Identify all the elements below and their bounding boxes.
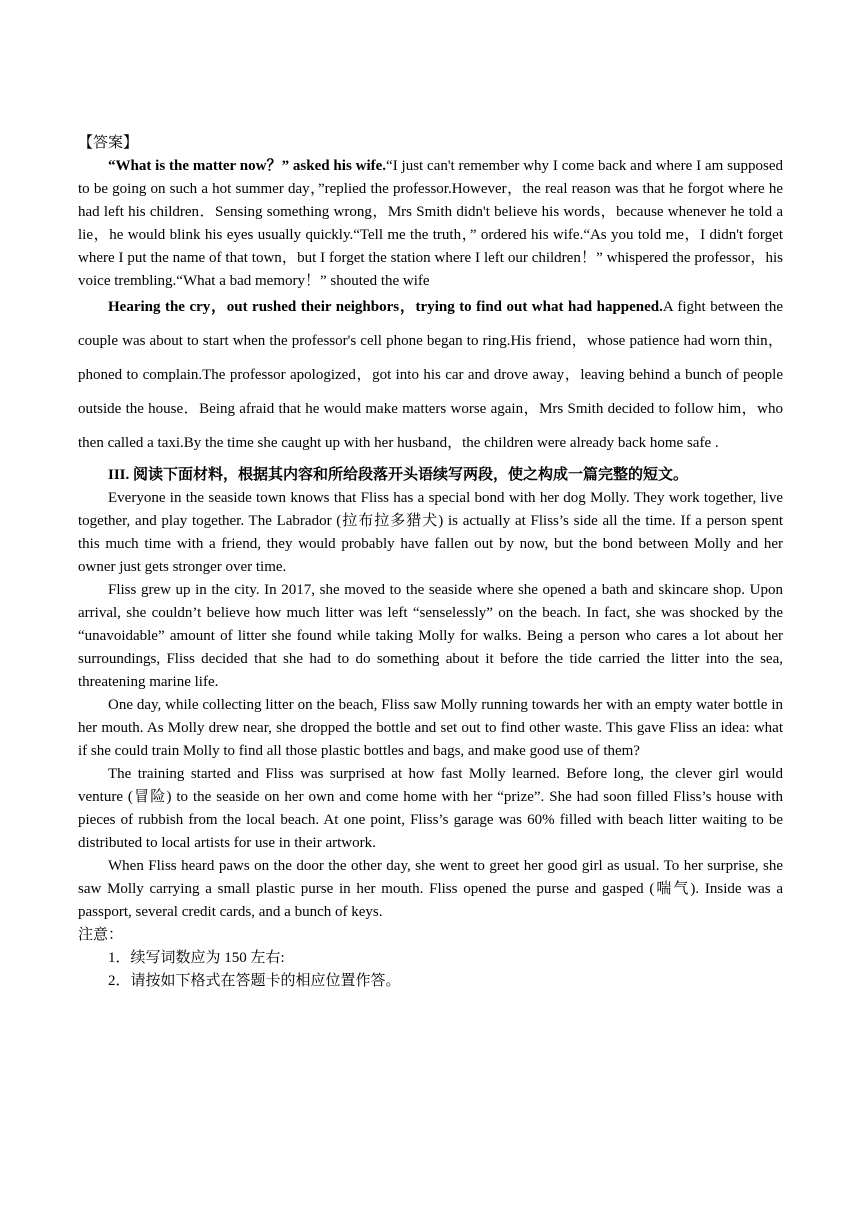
passage-paragraph: When Fliss heard paws on the door the other day, she went to greet her good girl as usual. To her surprise, she saw Molly carrying a small plastic purse in her mouth. Fliss opened the purse and gasped (喘气). Inside was a passport, several credit cards, and a bunch of keys. — [78, 858, 783, 920]
answer-paragraph-2-body: A fight between the couple was about to start when the professor's cell phone began to ring.His friend，whose patience had worn thin，phoned to complain.The professor apologized，got into his car and drove away，leaving behind a bunch of people outside the house．Being afraid that he would make matters worse again，Mrs Smith decided to follow him，who then called a taxi.By the time she caught up with her husband，the children were already back home safe . — [78, 299, 783, 451]
section-title: 阅读下面材料，根据其内容和所给段落开头语续写两段，使之构成一篇完整的短文。 — [133, 467, 689, 483]
answer-paragraph-1 — [78, 155, 783, 293]
passage-paragraph: Fliss grew up in the city. In 2017, she moved to the seaside where she opened a bath and skincare shop. Upon arrival, she couldn’t believe how much litter was left “senselessly” on the beach. In fact, she was shocked by the “unavoidable” amount of litter she found while taking Molly for walks. Being a person who cares a lot about her surroundings, Fliss decided that she had to do something about it before the tide carried the litter into the sea, threatening marine life. — [78, 582, 783, 690]
document-page — [78, 132, 783, 993]
passage-paragraph: One day, while collecting litter on the beach, Fliss saw Molly running towards her with an empty water bottle in her mouth. As Molly drew near, she dropped the bottle and set out to find other waste. This gave Fliss an idea: what if she could train Molly to find all those plastic bottles and bags, and make good use of them? — [78, 697, 783, 759]
section-heading — [78, 464, 783, 487]
passage-paragraph: The training started and Fliss was surprised at how fast Molly learned. Before long, the clever girl would venture (冒险) to the seaside on her own and come home with her “prize”. She had soon filled Fliss’s house with pieces of rubbish from the local beach. At one point, Fliss’s garage was 60% filled with beach litter waiting to be distributed to local artists for use in their artwork. — [78, 766, 783, 851]
section-number: III. — [108, 467, 130, 483]
answer-heading: 【答案】 — [78, 135, 139, 151]
answer-paragraph-1-body: “I just can't remember why I come back and where I am supposed to be going on such a hot summer day，”replied the professor.However，the real reason was that he forgot where he had left his children．Sensing something wrong，Mrs Smith didn't believe his words，because whenever he told a lie，he would blink his eyes usually quickly.“Tell me the truth，” ordered his wife.“As you told me，I didn't forget where I put the name of that town，but I forget the station where I left our children！” whispered the professor，his voice trembling.“What a bad memory！” shouted the wife — [78, 158, 783, 289]
notes-item: 2．请按如下格式在答题卡的相应位置作答。 — [108, 973, 401, 989]
notes-label: 注意： — [78, 927, 124, 943]
notes-item: 1．续写词数应为 150 左右: — [108, 950, 285, 966]
answer-paragraph-2-opening: Hearing the cry，out rushed their neighbors，trying to find out what had happened. — [108, 299, 663, 315]
passage-paragraph: Everyone in the seaside town knows that Fliss has a special bond with her dog Molly. They work together, live together, and play together. The Labrador (拉布拉多猎犬) is actually at Fliss’s side all the time. If a person spent this much time with a friend, they would probably have fallen out by now, but the bond between Molly and her owner just gets stronger over time. — [78, 490, 783, 575]
answer-paragraph-2 — [78, 290, 783, 460]
answer-paragraph-1-opening: “What is the matter now？” asked his wife. — [108, 158, 387, 174]
